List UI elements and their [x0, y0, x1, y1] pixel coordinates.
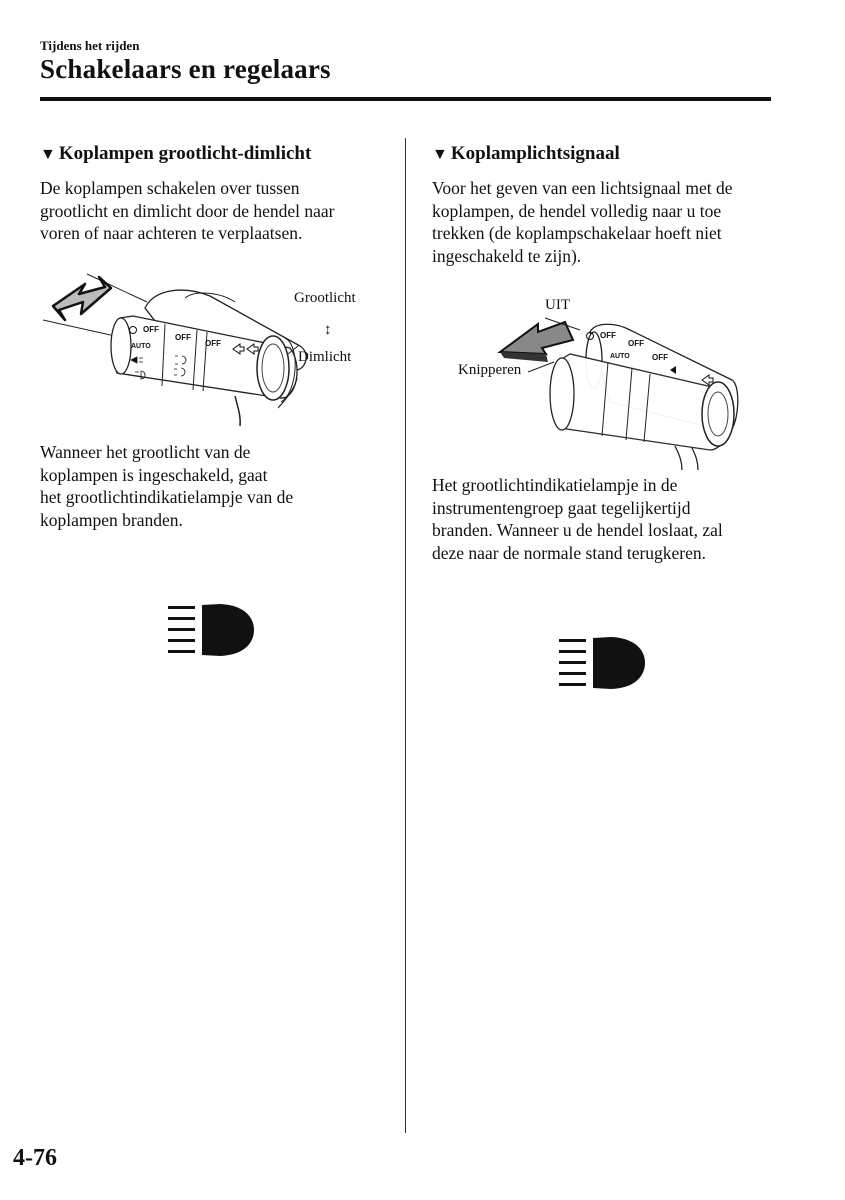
right-paragraph-2: Het grootlichtindikatielampje in de instrumentengroep gaat tegelijkertijd branden. Wanneer u de hendel loslaat, zal deze naar de normale stand terugkeren.	[432, 475, 723, 563]
figure-label-off: UIT	[545, 297, 570, 313]
pull-arrow-icon	[500, 322, 573, 362]
section-heading-left: ▼ Koplampen grootlicht-dimlicht	[40, 143, 312, 164]
figure-label-flash: Knipperen	[458, 362, 522, 378]
high-beam-indicator-icon	[557, 636, 647, 690]
high-beam-indicator-icon	[166, 603, 256, 657]
label-leader-line	[280, 340, 310, 370]
page-number: 4-76	[13, 1145, 57, 1171]
svg-text:OFF: OFF	[205, 339, 221, 348]
svg-text:OFF: OFF	[628, 339, 644, 348]
svg-text:AUTO: AUTO	[131, 343, 151, 350]
svg-text:OFF: OFF	[600, 331, 616, 340]
figure-label-low-beam: Dimlicht	[298, 349, 352, 365]
section-kicker: Tijdens het rijden	[40, 38, 140, 53]
lever-switch-illustration-right	[470, 310, 760, 470]
double-arrow-icon	[53, 277, 111, 320]
triangle-bullet-icon: ▼	[432, 146, 448, 163]
svg-text:OFF: OFF	[175, 333, 191, 342]
svg-text:AUTO: AUTO	[610, 353, 630, 360]
right-paragraph-1: Voor het geven van een lichtsignaal met de koplampen, de hendel volledig naar u toe trekken (de koplampschakelaar hoeft niet ingeschakeld te zijn).	[432, 178, 733, 266]
left-paragraph-1: De koplampen schakelen over tussen grootlicht en dimlicht door de hendel naar voren of naar achteren te verplaatsen.	[40, 178, 335, 243]
title-rule	[40, 97, 771, 101]
triangle-bullet-icon: ▼	[40, 146, 56, 163]
left-paragraph-2: Wanneer het grootlicht van de koplampen is ingeschakeld, gaat het grootlichtindikatielampje van de koplampen branden.	[40, 442, 294, 530]
svg-text:OFF: OFF	[652, 353, 668, 362]
page-title: Schakelaars en regelaars	[40, 54, 331, 84]
up-down-arrow-icon: ↕	[324, 322, 332, 338]
section-heading-right: ▼ Koplamplichtsignaal	[432, 143, 620, 164]
column-divider	[405, 138, 406, 1133]
figure-label-high-beam: Grootlicht	[294, 290, 356, 306]
svg-text:OFF: OFF	[143, 325, 159, 334]
